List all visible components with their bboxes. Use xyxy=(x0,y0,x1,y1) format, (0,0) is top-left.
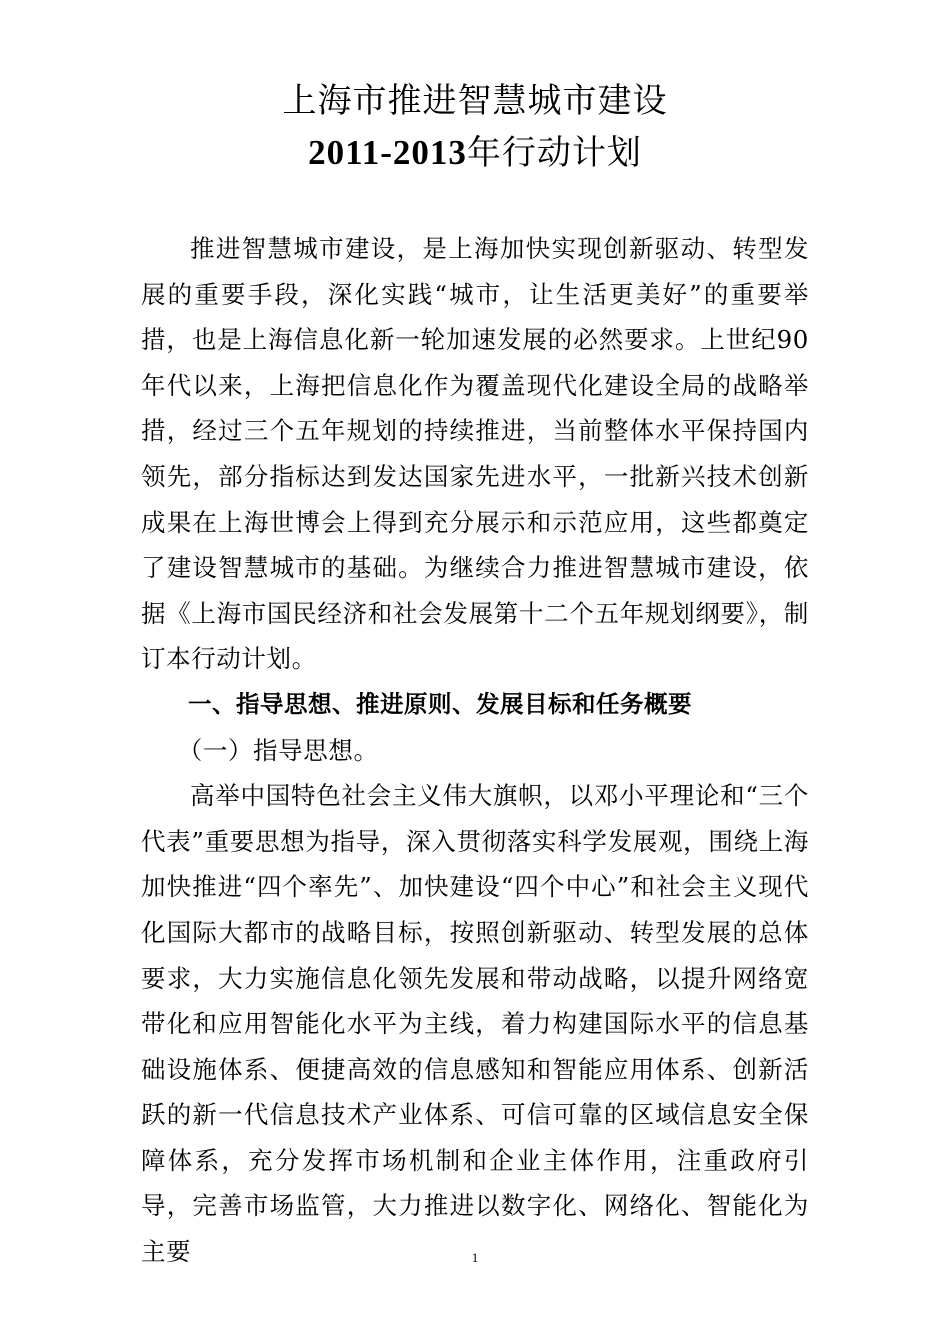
title-line-2 xyxy=(140,130,810,176)
document-title xyxy=(140,78,810,176)
title-line-1: 上海市推进智慧城市建设 xyxy=(282,81,668,121)
subsection-heading: （一）指导思想。 xyxy=(177,735,379,765)
section-heading: 一、指导思想、推进原则、发展目标和任务概要 xyxy=(188,689,692,718)
document-body xyxy=(141,226,809,1275)
intro-paragraph: 推进智慧城市建设，是上海加快实现创新驱动、转型发展的重要手段，深化实践“城市，让生活更美好”的重要举措，也是上海信息化新一轮加速发展的必然要求。上世纪90年代以来，上海把信息化作为覆盖现代化建设全局的战略举措，经过三个五年规划的持续推进，当前整体水平保持国内领先，部分指标达到发达国家先进水平，一批新兴技术创新成果在上海世博会上得到充分展示和示范应用，这些都奠定了建设智慧城市的基础。为继续合力推进智慧城市建设，依据《上海市国民经济和社会发展第十二个五年规划纲要》，制订本行动计划。 xyxy=(141,234,809,674)
title-year-range: 2011-2013 xyxy=(308,133,467,172)
title-line-2-text: 年行动计划 xyxy=(466,133,642,173)
page-number: 1 xyxy=(471,1250,479,1265)
guiding-paragraph: 高举中国特色社会主义伟大旗帜，以邓小平理论和“三个代表”重要思想为指导，深入贯彻落实科学发展观，围绕上海加快推进“四个率先”、加快建设“四个中心”和社会主义现代化国际大都市的战略目标，按照创新驱动、转型发展的总体要求，大力实施信息化领先发展和带动战略，以提升网络宽带化和应用智能化水平为主线，着力构建国际水平的信息基础设施体系、便捷高效的信息感知和智能应用体系、创新活跃的新一代信息技术产业体系、可信可靠的区域信息安全保障体系，充分发挥市场机制和企业主体作用，注重政府引导，完善市场监管，大力推进以数字化、网络化、智能化为主要 xyxy=(141,781,809,1267)
